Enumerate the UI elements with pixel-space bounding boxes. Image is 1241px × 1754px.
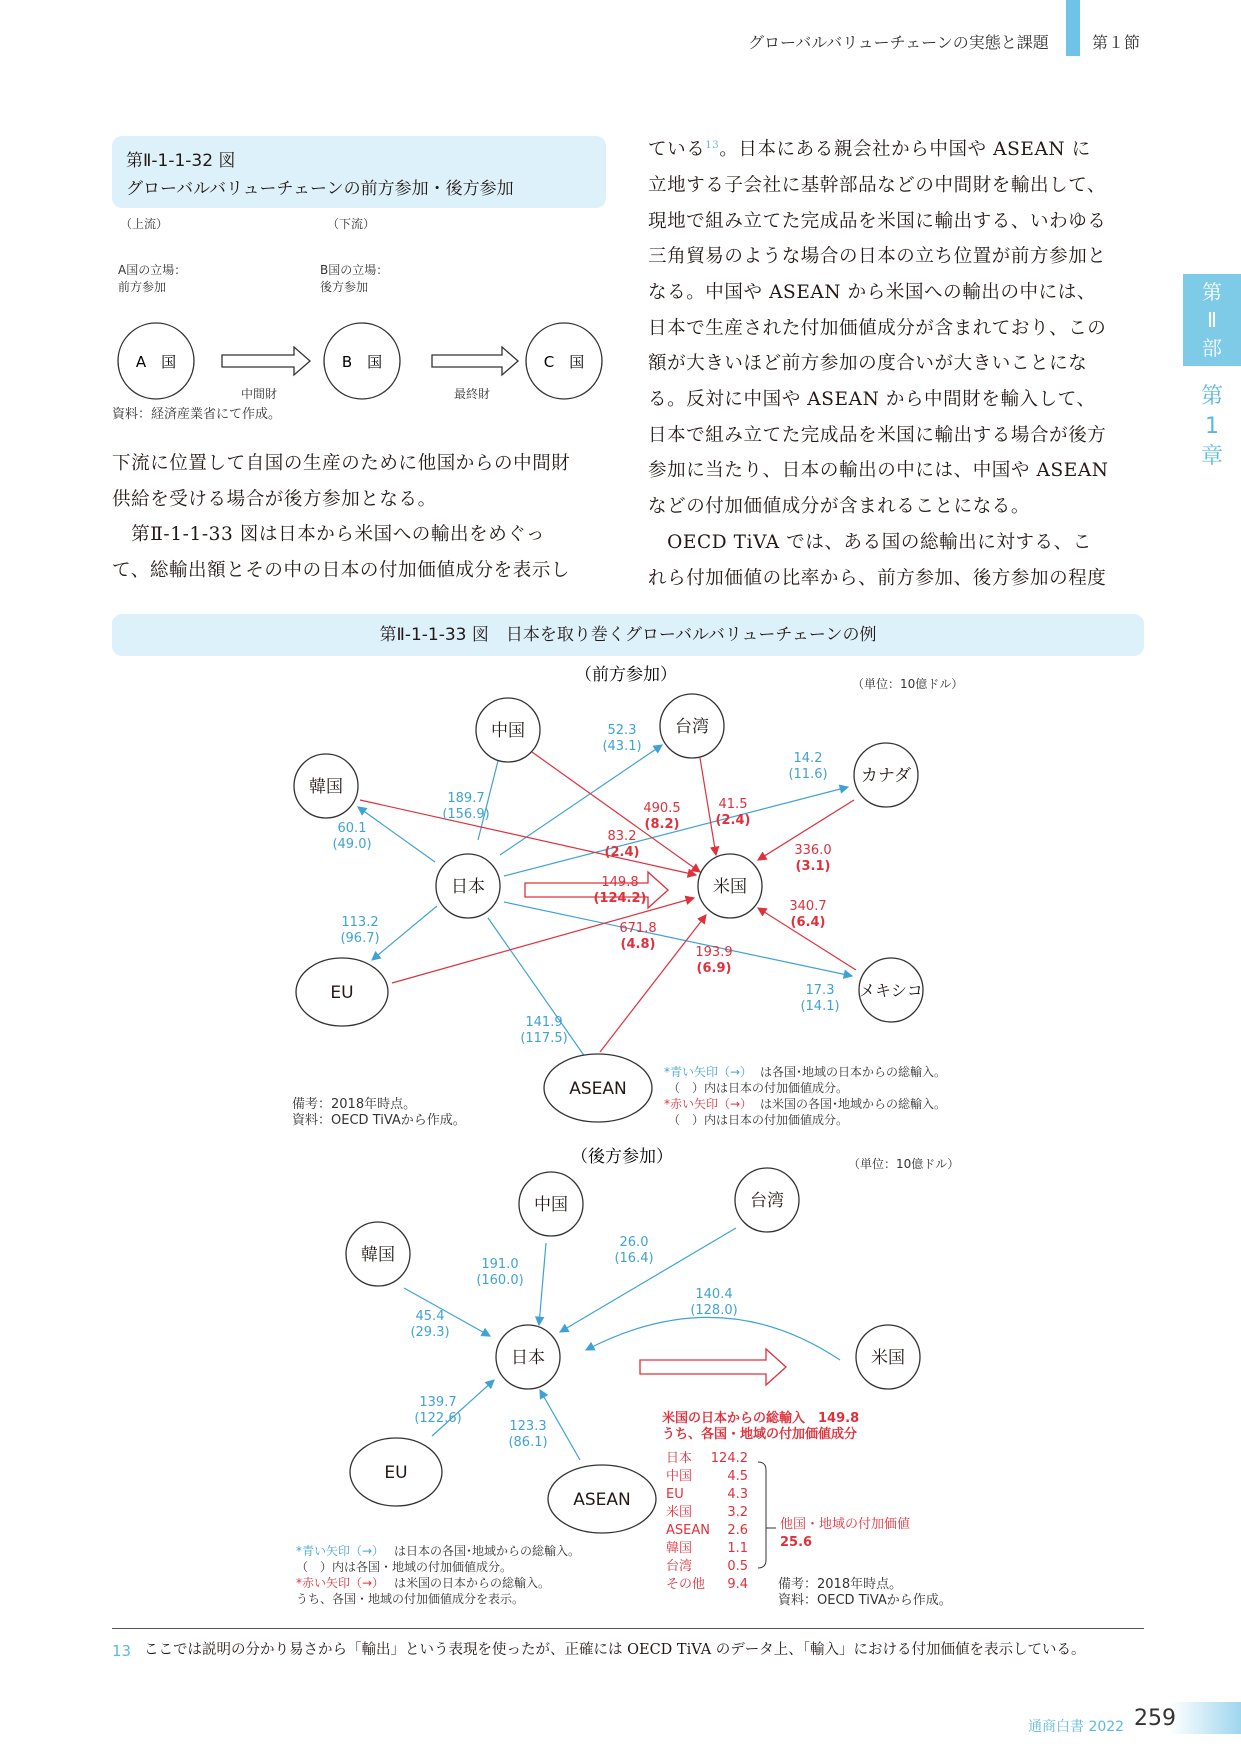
body-line: 第Ⅱ-1-1-33 図は日本から米国への輸出をめぐっ <box>112 524 546 546</box>
body-line: 日本で生産された付加価値成分が含まれており、この <box>648 317 1107 339</box>
page-number: 259 <box>1134 1706 1176 1731</box>
node-us-label: 米国 <box>713 877 747 897</box>
breakdown-value: 4.3 <box>727 1487 748 1502</box>
arrow-japan-korea <box>358 807 435 862</box>
a-stance-line: A国の立場： <box>118 263 187 277</box>
note-red-text: は米国の各国･地域からの総輸入。 <box>760 1097 947 1111</box>
note-red-paren: うち、各国・地域の付加価値成分を表示。 <box>296 1592 525 1606</box>
node-china-label: 中国 <box>534 1195 568 1215</box>
note-blue-paren: （ ）内は日本の付加価値成分。 <box>668 1081 849 1095</box>
value-label: (11.6) <box>788 767 828 782</box>
value-label: (156.9) <box>442 807 490 822</box>
breakdown-country: ASEAN <box>666 1523 710 1538</box>
final-arrow <box>432 347 518 375</box>
other-value-added-value: 25.6 <box>780 1535 813 1550</box>
value-label: 141.9 <box>525 1015 563 1030</box>
footnote-text: ここでは説明の分かり易さから「輸出」という表現を使ったが、正確には OECD TiVA のデータ上、「輸入」における付加価値を表示している。 <box>144 1642 1086 1658</box>
breakdown-country: 米国 <box>666 1505 693 1520</box>
note-blue-paren: （ ）内は各国・地域の付加価値成分。 <box>296 1560 513 1574</box>
figure-33-diagram <box>0 660 1241 1620</box>
value-label: (117.5) <box>520 1031 568 1046</box>
node-mexico-label: メキシコ <box>859 981 923 1000</box>
node-taiwan-label: 台湾 <box>750 1191 784 1211</box>
figure-32-diagram <box>112 210 612 430</box>
intermediate-goods-label: 中間財 <box>240 387 278 401</box>
value-label: 45.4 <box>415 1309 445 1324</box>
arrow-japan-taiwan <box>500 745 662 855</box>
body-line: 現地で組み立てた完成品を米国に輸出する、いわゆる <box>648 210 1107 232</box>
chapter-tab-line: 1 <box>1205 414 1219 439</box>
b-stance-line: B国の立場： <box>320 263 389 277</box>
breakdown-value: 9.4 <box>727 1577 748 1592</box>
note-red-text: は米国の日本からの総輸入。 <box>394 1576 551 1590</box>
body-line: などの付加価値成分が含まれることになる。 <box>648 496 1031 518</box>
breakdown-country: その他 <box>666 1577 706 1592</box>
note-blue-text: は日本の各国･地域からの総輸入。 <box>394 1544 581 1558</box>
breakdown-country: 中国 <box>666 1469 693 1484</box>
body-line-part: 。日本にある親会社から中国や ASEAN に <box>719 139 1091 161</box>
forward-heading: （前方参加） <box>575 665 677 685</box>
node-japan-label: 日本 <box>511 1348 545 1368</box>
footer-bar <box>1170 1702 1241 1734</box>
breakdown-value: 0.5 <box>727 1559 748 1574</box>
value-label: 336.0 <box>794 843 832 858</box>
node-asean-label: ASEAN <box>569 1079 627 1099</box>
value-label: 189.7 <box>447 791 485 806</box>
value-label: 140.4 <box>695 1287 733 1302</box>
a-stance-line: 前方参加 <box>118 280 167 294</box>
value-label: 17.3 <box>805 983 835 998</box>
part-tab <box>1183 274 1241 366</box>
figure-32-number: 第Ⅱ-1-1-32 図 <box>126 151 236 171</box>
breakdown-title: 米国の日本からの総輸入 149.8 <box>662 1411 860 1426</box>
node-china-label: 中国 <box>491 721 525 741</box>
body-line <box>648 128 1148 168</box>
node-eu-label: EU <box>330 983 354 1003</box>
publication-label: 通商白書 2022 <box>1028 1719 1125 1735</box>
figure-32-title: グローバルバリューチェーンの前方参加・後方参加 <box>126 179 514 199</box>
breakdown-value: 3.2 <box>727 1505 748 1520</box>
body-line-part: ている <box>648 139 706 161</box>
body-line: 三角貿易のような場合の日本の立ち位置が前方参加と <box>648 246 1107 268</box>
value-label: (3.1) <box>795 859 831 874</box>
backward-remark: 備考：2018年時点。 <box>778 1577 903 1592</box>
other-value-added-label: 他国・地域の付加価値 <box>780 1517 911 1532</box>
value-label: (124.2) <box>593 891 647 906</box>
value-label: 149.8 <box>601 875 639 890</box>
note-red-paren: （ ）内は日本の付加価値成分。 <box>668 1113 849 1127</box>
value-label: 139.7 <box>419 1395 457 1410</box>
value-label: 113.2 <box>341 915 379 930</box>
breakdown-value: 4.5 <box>727 1469 748 1484</box>
value-label: 14.2 <box>793 751 823 766</box>
node-us-label: 米国 <box>871 1348 905 1368</box>
b-stance-line: 後方参加 <box>320 280 369 294</box>
section-label: 第１節 <box>1092 33 1141 52</box>
note-blue-arrow: *青い矢印（→） <box>296 1544 385 1558</box>
forward-remark: 備考：2018年時点。 <box>292 1097 417 1112</box>
final-goods-label: 最終財 <box>453 387 491 401</box>
chapter-tab-line: 第 <box>1200 384 1223 409</box>
backward-unit: （単位：10億ドル） <box>848 1157 960 1171</box>
breakdown-value: 2.6 <box>727 1523 748 1538</box>
value-label: (8.2) <box>644 817 680 832</box>
right-column-text <box>648 128 1148 596</box>
body-line: る。反対に中国や ASEAN から中間財を輸入して、 <box>648 389 1096 411</box>
header-bar <box>1066 0 1080 56</box>
arrow-us-japan <box>586 1317 840 1360</box>
node-korea-label: 韓国 <box>309 777 343 797</box>
part-tab-line: 第 <box>1202 280 1222 304</box>
value-label: 671.8 <box>619 921 657 936</box>
note-blue-arrow: *青い矢印（→） <box>664 1065 753 1079</box>
body-line: れら付加価値の比率から、前方参加、後方参加の程度 <box>648 567 1107 589</box>
figure-33-title: 第Ⅱ-1-1-33 図 日本を取り巻くグローバルバリューチェーンの例 <box>112 614 1144 656</box>
value-label: 52.3 <box>607 723 637 738</box>
body-line: 下流に位置して自国の生産のために他国からの中間財 <box>112 453 571 474</box>
value-label: 26.0 <box>619 1235 649 1250</box>
body-line: 額が大きいほど前方参加の度合いが大きいことにな <box>648 353 1088 375</box>
value-label: (128.0) <box>690 1303 738 1318</box>
upstream-label: （上流） <box>120 217 169 231</box>
value-label: 193.9 <box>695 945 733 960</box>
value-label: (6.4) <box>790 915 826 930</box>
backward-heading: （後方参加） <box>571 1147 673 1167</box>
node-c-label: C 国 <box>543 353 585 371</box>
breakdown-subtitle: うち、各国・地域の付加価値成分 <box>662 1427 858 1442</box>
value-label: (49.0) <box>332 837 372 852</box>
node-taiwan-label: 台湾 <box>675 717 709 737</box>
value-label: (160.0) <box>476 1273 524 1288</box>
breakdown-country: EU <box>666 1487 684 1502</box>
body-line: て、総輸出額とその中の日本の付加価値成分を表示し <box>112 560 571 582</box>
arrow-taiwan-us <box>700 758 716 855</box>
breakdown-country: 日本 <box>666 1451 693 1466</box>
value-label: 83.2 <box>607 829 637 844</box>
value-label: 41.5 <box>718 797 748 812</box>
value-label: (4.8) <box>620 937 656 952</box>
node-b-label: B 国 <box>341 353 383 371</box>
body-line: なる。中国や ASEAN から米国への輸出の中には、 <box>648 281 1096 303</box>
forward-unit: （単位：10億ドル） <box>852 677 964 691</box>
value-label: (96.7) <box>340 931 380 946</box>
note-blue-text: は各国･地域の日本からの総輸入。 <box>760 1065 947 1079</box>
left-column-text <box>112 446 612 589</box>
forward-source: 資料：OECD TiVAから作成。 <box>292 1113 466 1128</box>
value-label: 60.1 <box>337 821 367 836</box>
value-label: (6.9) <box>696 961 732 976</box>
node-eu-label: EU <box>384 1463 408 1483</box>
body-line: OECD TiVA では、ある国の総輸出に対する、こ <box>648 531 1092 553</box>
value-label: 340.7 <box>789 899 827 914</box>
chapter-tab <box>1183 382 1241 472</box>
value-label: (29.3) <box>410 1325 450 1340</box>
part-tab-line: 部 <box>1202 336 1222 360</box>
value-label: (16.4) <box>614 1251 654 1266</box>
value-label: (86.1) <box>508 1435 548 1450</box>
body-line: 供給を受ける場合が後方参加となる。 <box>112 488 437 510</box>
part-tab-line: Ⅱ <box>1207 308 1217 332</box>
other-bracket <box>758 1462 766 1568</box>
value-label: 191.0 <box>481 1257 519 1272</box>
backward-source: 資料：OECD TiVAから作成。 <box>778 1593 952 1608</box>
node-canada-label: カナダ <box>860 766 912 786</box>
arrow-japan-eu <box>372 906 437 960</box>
chapter-tab-line: 章 <box>1200 444 1223 469</box>
footnote-ref[interactable]: 13 <box>705 140 720 151</box>
node-asean-label: ASEAN <box>573 1490 631 1510</box>
node-japan-label: 日本 <box>451 877 485 897</box>
downstream-label: （下流） <box>327 217 376 231</box>
footnote-rule <box>112 1628 1144 1629</box>
intermediate-arrow <box>222 347 310 375</box>
breakdown-value: 124.2 <box>710 1451 748 1466</box>
body-line: 日本で組み立てた完成品を米国に輸出する場合が後方 <box>648 424 1107 446</box>
value-label: (43.1) <box>602 739 642 754</box>
node-a-label: A 国 <box>135 353 177 371</box>
running-head: グローバルバリューチェーンの実態と課題 <box>748 33 1049 52</box>
value-label: 490.5 <box>643 801 681 816</box>
value-label: (2.4) <box>604 845 640 860</box>
value-label: 123.3 <box>509 1419 547 1434</box>
breakdown-value: 1.1 <box>727 1541 748 1556</box>
value-label: (122.6) <box>414 1411 462 1426</box>
breakdown-country: 韓国 <box>666 1541 693 1556</box>
body-line: 立地する子会社に基幹部品などの中間財を輸出して、 <box>648 174 1107 196</box>
value-label: (2.4) <box>715 813 751 828</box>
arrow-china-japan <box>539 1243 546 1325</box>
arrow-us-import-from-japan <box>640 1349 786 1385</box>
figure-32-source: 資料：経済産業省にて作成。 <box>112 407 282 422</box>
breakdown-country: 台湾 <box>666 1559 693 1574</box>
note-red-arrow: *赤い矢印（→） <box>296 1576 385 1590</box>
body-line: 参加に当たり、日本の輸出の中には、中国や ASEAN <box>648 460 1109 482</box>
value-label: (14.1) <box>800 999 840 1014</box>
footnote-number: 13 <box>112 1642 132 1660</box>
note-red-arrow: *赤い矢印（→） <box>664 1097 753 1111</box>
node-korea-label: 韓国 <box>361 1245 395 1265</box>
